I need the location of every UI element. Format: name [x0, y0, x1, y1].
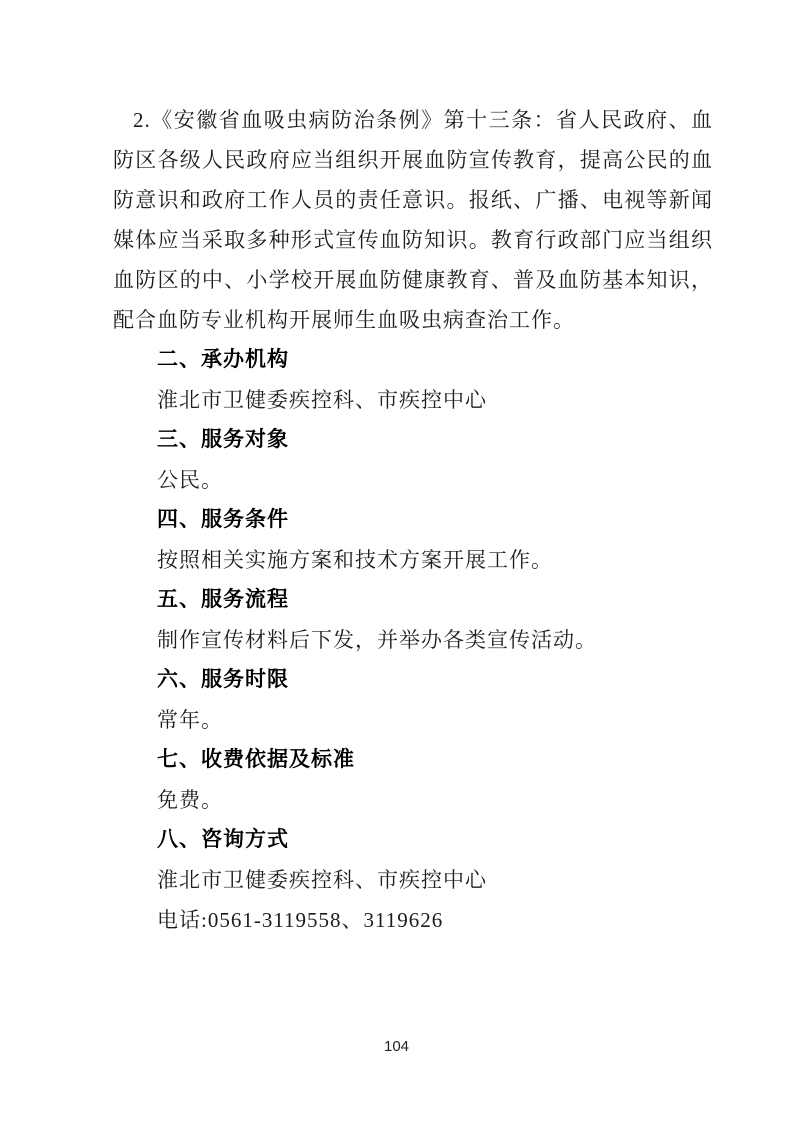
document-paragraph: 按照相关实施方案和技术方案开展工作。 [157, 548, 553, 572]
document-paragraph: 淮北市卫健委疾控科、市疾控中心 [157, 388, 487, 412]
section-heading: 八、咨询方式 [157, 828, 289, 851]
document-paragraph: 淮北市卫健委疾控科、市疾控中心 [157, 868, 487, 892]
page-number: 104 [383, 1038, 410, 1055]
document-body [113, 100, 713, 940]
document-paragraph: 2.《安徽省血吸虫病防治条例》第十三条：省人民政府、血防区各级人民政府应当组织开展血防宣传教育，提高公民的血防意识和政府工作人员的责任意识。报纸、广播、电视等新闻媒体应当采取多种形式宣传血防知识。教育行政部门应当组织血防区的中、小学校开展血防健康教育、普及血防基本知识，配合血防专业机构开展师生血吸虫病查治工作。 [113, 108, 713, 332]
section-heading: 二、承办机构 [157, 348, 289, 371]
section-heading: 三、服务对象 [157, 428, 289, 451]
section-heading: 六、服务时限 [157, 668, 289, 691]
document-paragraph: 电话:0561-3119558、3119626 [157, 908, 444, 932]
document-paragraph: 公民。 [157, 468, 223, 492]
document-paragraph: 免费。 [157, 788, 223, 812]
section-heading: 四、服务条件 [157, 508, 289, 531]
section-heading: 七、收费依据及标准 [157, 748, 355, 771]
document-paragraph: 常年。 [157, 708, 223, 732]
section-heading: 五、服务流程 [157, 588, 289, 611]
document-paragraph: 制作宣传材料后下发，并举办各类宣传活动。 [157, 628, 597, 652]
